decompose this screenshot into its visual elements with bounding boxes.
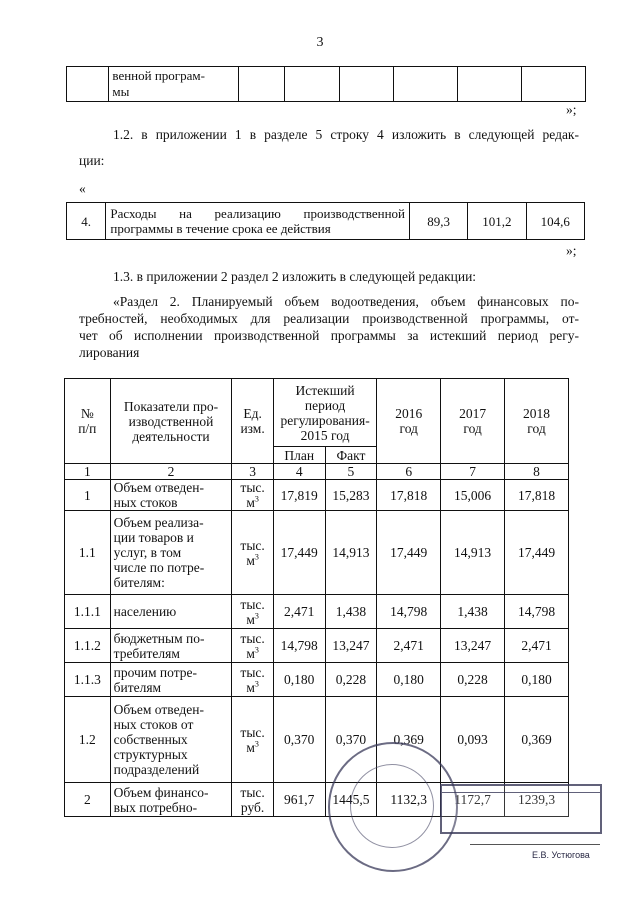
header-fact: Факт [325,447,377,464]
row-value-y2017: 14,913 [441,511,505,595]
row-number: 1 [65,480,111,511]
row-value-fact: 15,283 [325,480,377,511]
row4-value-1: 89,3 [410,203,468,240]
row-value-y2017: 1172,7 [441,783,505,817]
row-indicator: Объем реализа- ции товаров и услуг, в том числе по потре- бителям: [110,511,232,595]
header-indicator: Показатели про- изводственной деятельности [110,379,232,464]
col-number: 6 [377,464,441,480]
row-value-plan: 14,798 [273,629,325,663]
unit-superscript: 3 [254,739,259,748]
row-value-y2016: 1132,3 [377,783,441,817]
row-value-plan: 17,819 [273,480,325,511]
table-row [65,697,569,783]
row-value-fact: 0,370 [325,697,377,783]
row4-text-line2: программы в течение срока ее действия [110,221,331,236]
row-indicator: прочим потре- бителям [110,663,232,697]
row-value-y2018: 0,180 [505,663,569,697]
row-value-fact: 14,913 [325,511,377,595]
item-1-3: 1.3. в приложении 2 раздел 2 изложить в следующей редакции: [113,269,477,284]
row4-text [106,203,410,240]
row-number: 1.2 [65,697,111,783]
section-title-line4: лирования [79,345,140,360]
row-indicator: Объем финансо- вых потребно- [110,783,232,817]
row4-value-3: 104,6 [526,203,584,240]
header-2017: 2017 год [441,379,505,464]
row-indicator: бюджетным по- требителям [110,629,232,663]
row-value-y2016: 17,449 [377,511,441,595]
row-value-fact: 0,228 [325,663,377,697]
row-value-y2018: 0,369 [505,697,569,783]
top-table-cell [339,67,393,102]
row-value-fact: 1445,5 [325,783,377,817]
item-1-2-line2: ции: [79,153,105,168]
row-value-y2018: 17,818 [505,480,569,511]
row-value-y2016: 14,798 [377,595,441,629]
unit-superscript: 3 [254,494,259,504]
unit-text: тыс. м [240,630,265,661]
unit-superscript: 3 [254,645,259,654]
row-value-y2017: 0,093 [441,697,505,783]
main-table [64,378,569,817]
table-row [65,595,569,629]
row-number: 1.1.1 [65,595,111,629]
col-number: 4 [273,464,325,480]
row-unit [232,511,274,595]
section-title-line1: «Раздел 2. Планируемый объем водоотведения, объем финансовых по- [113,294,579,309]
row4-table [66,202,585,240]
row-value-y2016: 17,818 [377,480,441,511]
section-title-line3: чет об исполнении производственной программы за истекший период регу- [79,328,579,343]
row-number: 1.1 [65,511,111,595]
col-number: 8 [505,464,569,480]
row-value-y2018: 17,449 [505,511,569,595]
header-plan: План [273,447,325,464]
header-num: № п/п [65,379,111,464]
top-table-cell [67,67,109,102]
row-unit [232,663,274,697]
row-value-plan: 0,180 [273,663,325,697]
unit-text: тыс. м [240,480,265,510]
row-value-y2018: 2,471 [505,629,569,663]
row-value-y2016: 0,369 [377,697,441,783]
unit-text: тыс. м [240,664,265,695]
row-value-fact: 1,438 [325,595,377,629]
signature-line [470,844,600,845]
row-value-y2018: 14,798 [505,595,569,629]
row-value-y2017: 1,438 [441,595,505,629]
col-number: 5 [325,464,377,480]
section-title [79,293,579,361]
page-number: 3 [316,35,324,50]
unit-superscript: 3 [254,679,259,688]
row-unit [232,480,274,511]
row-value-y2016: 0,180 [377,663,441,697]
unit-text: тыс. м [240,724,265,755]
top-table-fragment [66,66,586,102]
main-table-body [65,480,569,817]
row4-value-2: 101,2 [468,203,526,240]
top-table-cell [239,67,285,102]
table-row [65,480,569,511]
table-row [65,629,569,663]
table-row [65,663,569,697]
row-value-plan: 0,370 [273,697,325,783]
col-number: 1 [65,464,111,480]
section-title-line2: требностей, необходимых для реализации производственной программы, от- [79,311,579,326]
top-table-cell-text: венной програм- мы [109,67,239,102]
quote-close-1: »; [566,102,577,117]
header-period: Истекший период регулирования- 2015 год [273,379,376,447]
top-table-cell [521,67,585,102]
unit-text: тыс. руб. [240,784,265,815]
row4-num: 4. [67,203,106,240]
quote-open: « [79,181,86,196]
header-2018: 2018 год [505,379,569,464]
header-unit: Ед. изм. [232,379,274,464]
table-row [65,511,569,595]
row-value-plan: 2,471 [273,595,325,629]
row-value-plan: 961,7 [273,783,325,817]
header-2016: 2016 год [377,379,441,464]
row-unit [232,783,274,817]
row-unit [232,595,274,629]
row-value-y2017: 0,228 [441,663,505,697]
row-unit [232,629,274,663]
quote-close-2: »; [566,243,577,258]
row-value-y2016: 2,471 [377,629,441,663]
row-number: 1.1.2 [65,629,111,663]
row-value-y2018: 1239,3 [505,783,569,817]
col-number: 2 [110,464,232,480]
signer-name: Е.В. Устюгова [532,850,590,860]
row-unit [232,697,274,783]
round-seal [328,742,458,872]
copy-stamp [440,784,602,834]
top-table-cell [457,67,521,102]
row-value-y2017: 15,006 [441,480,505,511]
unit-text: тыс. м [240,537,265,568]
row-value-plan: 17,449 [273,511,325,595]
row-value-fact: 13,247 [325,629,377,663]
col-number: 7 [441,464,505,480]
col-number: 3 [232,464,274,480]
row-value-y2017: 13,247 [441,629,505,663]
unit-superscript: 3 [254,611,259,620]
row-number: 2 [65,783,111,817]
unit-text: тыс. м [240,596,265,627]
row-indicator: Объем отведен- ных стоков [110,480,232,511]
row-indicator: Объем отведен- ных стоков от собственных структурных подразделений [110,697,232,783]
top-table-cell [285,67,339,102]
row-number: 1.1.3 [65,663,111,697]
item-1-2-line1: 1.2. в приложении 1 в разделе 5 строку 4 изложить в следующей редак- [113,127,579,142]
row-indicator: населению [110,595,232,629]
row4-text-line1: Расходы на реализацию производственной [110,206,405,221]
unit-superscript: 3 [254,552,259,561]
top-table-cell [393,67,457,102]
